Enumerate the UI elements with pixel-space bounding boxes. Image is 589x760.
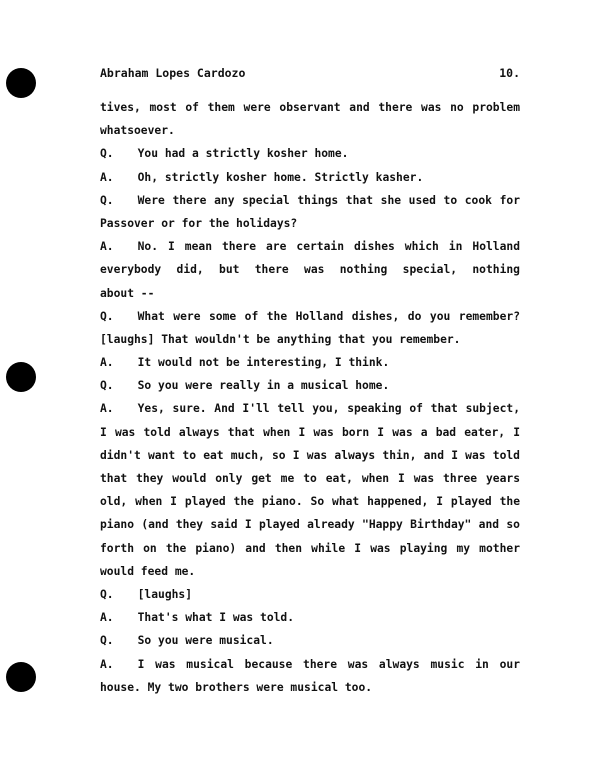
- line-text: forth on the piano) and then while I was playing my mother: [100, 541, 520, 555]
- line-text: Were there any special things that she used to cook for: [137, 193, 520, 207]
- transcript-line: [100, 676, 520, 699]
- speaker-label: Q.: [100, 309, 114, 323]
- transcript-line: [100, 374, 520, 397]
- transcript-line: [100, 189, 520, 212]
- speaker-label: A.: [100, 402, 114, 416]
- line-text: No. I mean there are certain dishes which in Holland: [137, 240, 520, 254]
- line-text: old, when I played the piano. So what happened, I played the: [100, 495, 520, 509]
- speaker-label: Q.: [100, 587, 114, 601]
- binder-hole-middle: [6, 362, 36, 392]
- binder-hole-top: [6, 68, 36, 98]
- speaker-label: A.: [100, 611, 114, 625]
- transcript-line: [100, 119, 520, 142]
- transcript-line: [100, 560, 520, 583]
- speaker-label: A.: [100, 170, 114, 184]
- line-text: everybody did, but there was nothing special, nothing: [100, 263, 520, 277]
- speaker-label: A.: [100, 356, 114, 370]
- binder-hole-bottom: [6, 662, 36, 692]
- transcript-line: [100, 328, 520, 351]
- speaker-label: Q.: [100, 634, 114, 648]
- transcript-line: [100, 258, 520, 281]
- speaker-label: Q.: [100, 193, 114, 207]
- interviewee-name: Abraham Lopes Cardozo: [100, 66, 246, 80]
- line-text: Passover or for the holidays?: [100, 216, 298, 230]
- transcript-line: [100, 490, 520, 513]
- line-text: That's what I was told.: [137, 611, 295, 625]
- line-text: whatsoever.: [100, 124, 175, 138]
- transcript-line: [100, 166, 520, 189]
- page-number: 10.: [499, 66, 520, 80]
- transcript-line: [100, 513, 520, 536]
- line-text: would feed me.: [100, 564, 196, 578]
- transcript-line: [100, 537, 520, 560]
- transcript-line: [100, 606, 520, 629]
- line-text: What were some of the Holland dishes, do you remember?: [137, 309, 520, 323]
- transcript-line: [100, 397, 520, 420]
- transcript-line: [100, 467, 520, 490]
- speaker-label: A.: [100, 657, 114, 671]
- line-text: [laughs]: [137, 587, 193, 601]
- line-text: You had a strictly kosher home.: [137, 147, 349, 161]
- transcript-line: [100, 212, 520, 235]
- transcript-line: [100, 282, 520, 305]
- transcript-line: [100, 629, 520, 652]
- line-text: piano (and they said I played already "Happy Birthday" and so: [100, 518, 520, 532]
- line-text: [laughs] That wouldn't be anything that you remember.: [100, 332, 461, 346]
- line-text: tives, most of them were observant and there was no problem: [100, 101, 520, 114]
- line-text: I was musical because there was always music in our: [137, 657, 520, 671]
- transcript-line: [100, 444, 520, 467]
- line-text: It would not be interesting, I think.: [137, 356, 390, 370]
- transcript-line: [100, 96, 520, 119]
- speaker-label: Q.: [100, 379, 114, 393]
- transcript-line: [100, 583, 520, 606]
- transcript-line: [100, 421, 520, 444]
- transcript-line: [100, 351, 520, 374]
- line-text: So you were really in a musical home.: [137, 379, 390, 393]
- transcript-line: [100, 235, 520, 258]
- line-text: that they would only get me to eat, when I was three years: [100, 472, 520, 485]
- line-text: Yes, sure. And I'll tell you, speaking of that subject,: [137, 402, 520, 416]
- transcript-line: [100, 142, 520, 165]
- page-header: [100, 66, 520, 80]
- line-text: I was told always that when I was born I was a bad eater, I: [100, 425, 520, 439]
- speaker-label: Q.: [100, 147, 114, 161]
- transcript-line: [100, 653, 520, 676]
- line-text: house. My two brothers were musical too.: [100, 680, 373, 694]
- line-text: about --: [100, 286, 155, 300]
- line-text: didn't want to eat much, so I was always thin, and I was told: [100, 448, 520, 462]
- line-text: Oh, strictly kosher home. Strictly kasher.: [137, 170, 424, 184]
- speaker-label: A.: [100, 240, 114, 254]
- transcript-body: [100, 96, 520, 699]
- transcript-line: [100, 305, 520, 328]
- line-text: So you were musical.: [137, 634, 274, 648]
